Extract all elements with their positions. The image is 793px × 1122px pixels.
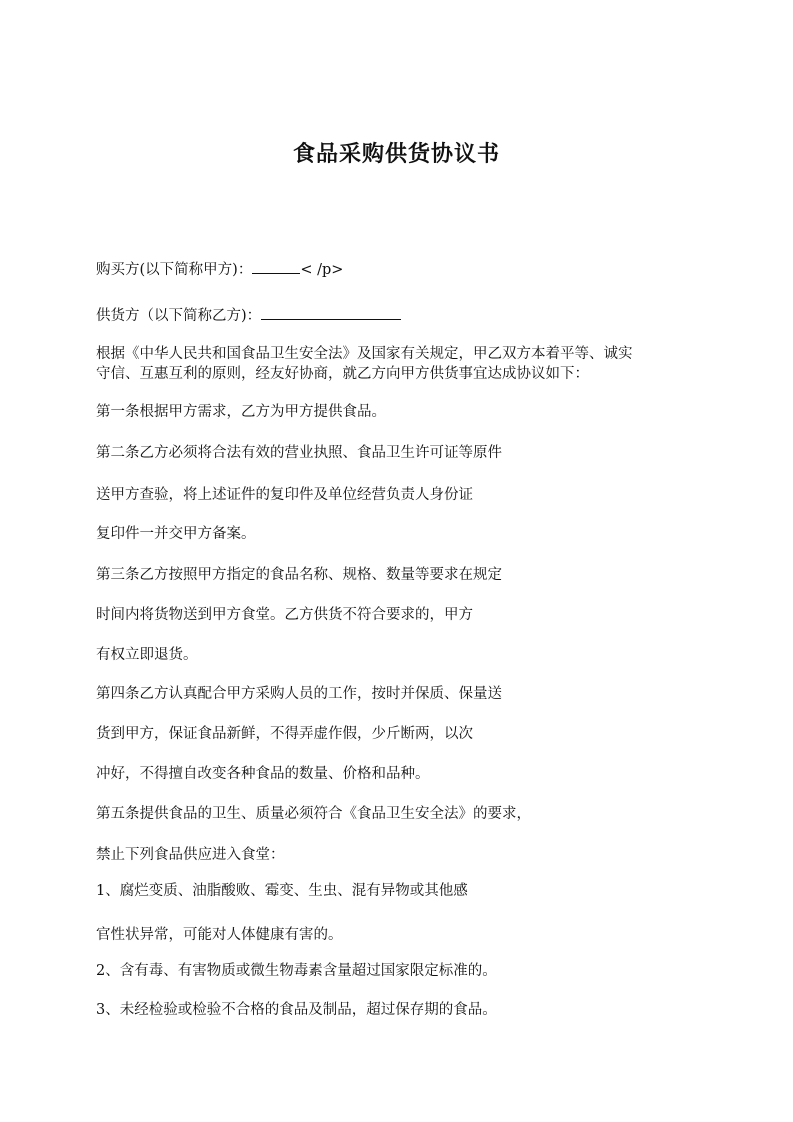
supplier-line	[96, 305, 716, 327]
item-1-line-1: 1、腐烂变质、油脂酸败、霉变、生虫、混有异物或其他感	[96, 883, 468, 899]
article-4-line-1: 第四条乙方认真配合甲方采购人员的工作，按时并保质、保量送	[96, 686, 502, 702]
item-3: 3、未经检验或检验不合格的食品及制品，超过保存期的食品。	[96, 1002, 497, 1018]
preamble-line-1: 根据《中华人民共和国食品卫生安全法》及国家有关规定，甲乙双方本着平等、诚实	[96, 346, 633, 362]
article-4-line-3: 冲好，不得擅自改变各种食品的数量、价格和品种。	[96, 766, 430, 782]
buyer-blank	[252, 259, 300, 274]
buyer-suffix: < /p>	[300, 262, 344, 278]
article-2-line-1: 第二条乙方必须将合法有效的营业执照、食品卫生许可证等原件	[96, 445, 502, 461]
supplier-blank	[261, 305, 401, 320]
preamble-line-2: 守信、互惠互利的原则，经友好协商，就乙方向甲方供货事宜达成协议如下：	[96, 366, 589, 382]
article-5-line-2: 禁止下列食品供应进入食堂：	[96, 847, 285, 863]
item-2: 2、含有毒、有害物质或微生物毒素含量超过国家限定标准的。	[96, 963, 497, 979]
supplier-label: 供货方（以下简称乙方)：	[96, 308, 262, 324]
article-5-line-1: 第五条提供食品的卫生、质量必须符合《食品卫生安全法》的要求，	[96, 806, 531, 822]
article-2-line-2: 送甲方查验，将上述证件的复印件及单位经营负责人身份证	[96, 487, 473, 503]
document-title: 食品采购供货协议书	[292, 142, 500, 167]
buyer-label: 购买方(以下简称甲方)：	[96, 262, 253, 278]
article-1: 第一条根据甲方需求，乙方为甲方提供食品。	[96, 404, 386, 420]
article-2-line-3: 复印件一并交甲方备案。	[96, 526, 256, 542]
buyer-line	[96, 259, 716, 281]
article-3-line-2: 时间内将货物送到甲方食堂。乙方供货不符合要求的，甲方	[96, 607, 473, 623]
article-3-line-3: 有权立即退货。	[96, 647, 198, 663]
article-3-line-1: 第三条乙方按照甲方指定的食品名称、规格、数量等要求在规定	[96, 567, 502, 583]
item-1-line-2: 官性状异常，可能对人体健康有害的。	[96, 927, 343, 943]
article-4-line-2: 货到甲方，保证食品新鲜，不得弄虚作假，少斤断两，以次	[96, 726, 473, 742]
